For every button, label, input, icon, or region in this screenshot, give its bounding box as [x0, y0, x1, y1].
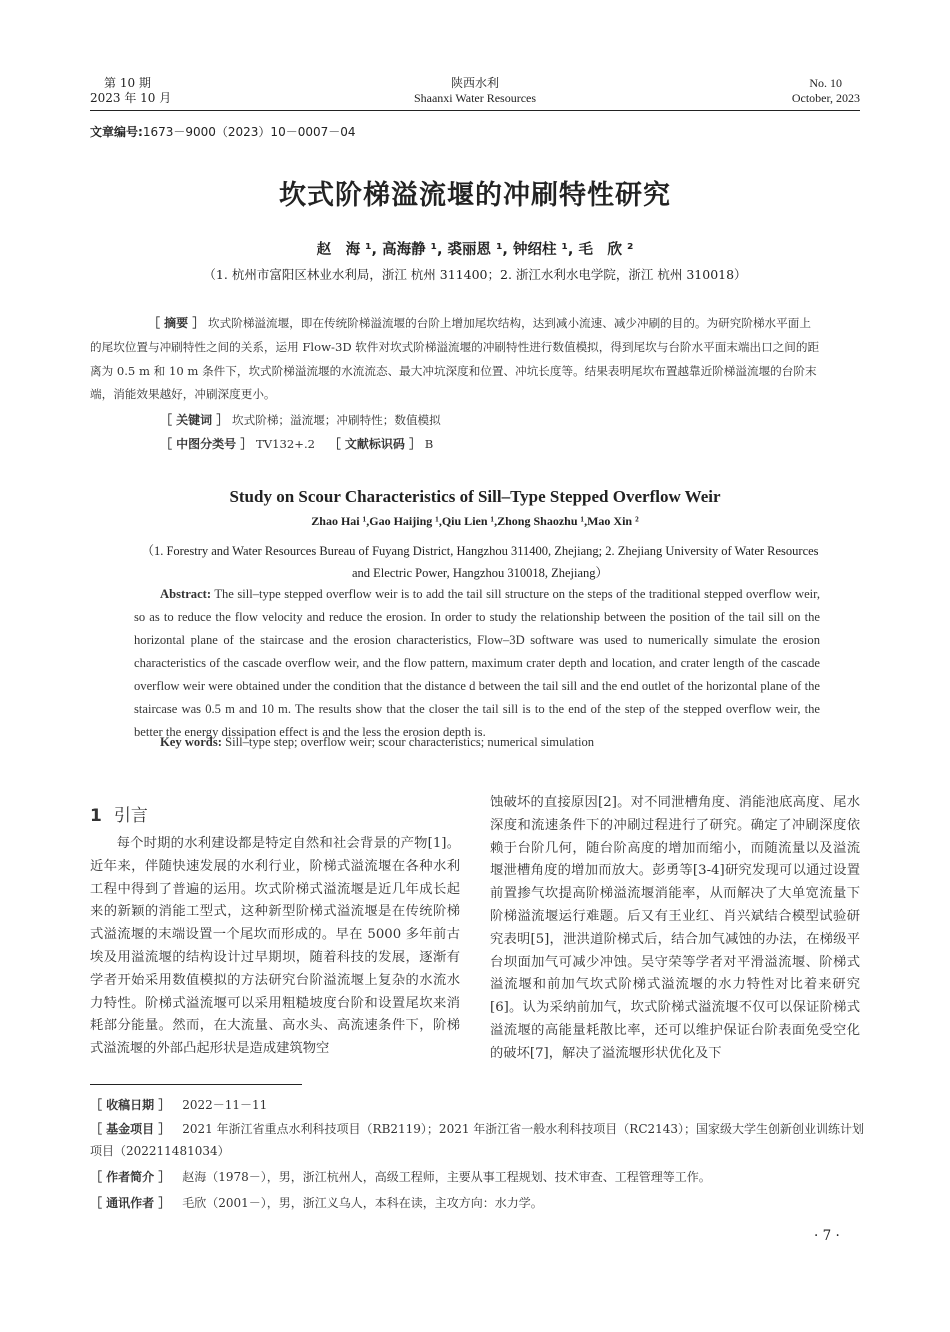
- affiliation: （1. 杭州市富阳区林业水利局，浙江 杭州 311400；2. 浙江水利水电学院，浙江 杭州 310018）: [203, 267, 747, 282]
- footnote-author-bio: [90, 1166, 870, 1188]
- author-bio-value: 赵海（1978－），男，浙江杭州人，高级工程师，主要从事工程规划、技术审查、工程管理等工作。: [182, 1170, 711, 1184]
- keywords-cn-text: 坎式阶梯；溢流堰；冲刷特性；数值模拟: [232, 413, 441, 427]
- article-number-value: 1673－9000（2023）10－0007－04: [142, 125, 356, 139]
- author-bio-label: ［ 作者简介 ］: [90, 1170, 171, 1184]
- header-issue-cn: 第 10 期: [104, 76, 151, 90]
- received-value: 2022－11－11: [182, 1098, 268, 1112]
- body-paragraph-right: 蚀破坏的直接原因[2]。对不同泄槽角度、消能池底高度、尾水深度和流速条件下的冲刷过程进行了研究。确定了冲刷深度依赖于台阶几何，随台阶高度的增加而缩小，而随流量以及溢流堰泄槽角度的增加而放大。彭勇等[3-4]研究发现可以通过设置前置掺气坎提高阶梯溢流堰消能率，从而解决了大单宽流量下阶梯溢流堰运行难题。后又有王业红、肖兴斌结合模型试验研究表明[5]，泄洪道阶梯式后，结合加气减蚀的办法，在梯级平台坝面加气可减少冲蚀。吴守荣等学者对平滑溢流堰、阶梯式溢流堰和前加气坎式阶梯式溢流堰的水力特性对比着来研究[6]。认为采纳前加气，坎式阶梯式溢流堰不仅可以保证阶梯式溢流堰的高能量耗散比率，还可以维护保证台阶表面免受空化的破坏[7]，解决了溢流堰形状优化及下: [490, 795, 860, 1061]
- footnote-divider: [90, 1084, 302, 1085]
- english-abstract-label: Abstract:: [160, 587, 212, 601]
- body-column-left: [90, 795, 460, 1061]
- english-title: Study on Scour Characteristics of Sill–Type Stepped Overflow Weir: [229, 487, 721, 506]
- english-authors: Zhao Hai ¹,Gao Haijing ¹,Qiu Lien ¹,Zhong Shaozhu ¹,Mao Xin ²: [311, 514, 639, 528]
- running-header: [90, 76, 860, 110]
- corresponding-label: ［ 通讯作者 ］: [90, 1196, 171, 1210]
- classification-line: [160, 433, 820, 457]
- header-center: [90, 76, 860, 106]
- author-list: 赵 海 ¹, 高海静 ¹, 裘丽恩 ¹, 钟绍柱 ¹, 毛 欣 ²: [316, 242, 634, 258]
- header-date-cn: 2023 年 10 月: [90, 91, 172, 105]
- fund-label: ［ 基金项目 ］: [90, 1122, 171, 1136]
- header-date-en: October, 2023: [791, 91, 860, 105]
- english-keywords-label: Key words:: [160, 735, 222, 749]
- footnote-corresponding: [90, 1192, 870, 1214]
- page-number: · 7 ·: [814, 1228, 840, 1244]
- header-journal-cn: 陕西水利: [450, 76, 499, 90]
- body-column-right: [490, 792, 860, 1066]
- section-title: 引言: [113, 806, 148, 826]
- fund-value: 2021 年浙江省重点水利科技项目（RB2119）；2021 年浙江省一般水利科技项目（RC2143）；国家级大学生创新创业训练计划项目（202211481034）: [90, 1122, 865, 1158]
- header-divider: [90, 110, 860, 111]
- abstract-cn-text: 坎式阶梯溢流堰，即在传统阶梯溢流堰的台阶上增加尾坎结构，达到减小流速、减少冲刷的目的。为研究阶梯水平面上的尾坎位置与冲刷特性之间的关系，运用 Flow-3D 软件对坎式阶梯溢流堰的冲刷特性进行数值模拟，得到尾坎与台阶水平面末端出口之间的距离为 0.5 m 和 10 m 条件下，坎式阶梯溢流堰的水流流态、最大冲坑深度和位置、冲坑长度等。结果表明尾坎布置越靠近阶梯溢流堰的台阶末端，消能效果越好，冲刷深度更小。: [90, 316, 820, 402]
- doc-code-label: ［ 文献标识码 ］: [328, 437, 422, 451]
- section-number: 1: [90, 806, 102, 826]
- footnote-fund: [90, 1118, 870, 1162]
- keywords-cn: [160, 409, 820, 433]
- english-affiliation: （1. Forestry and Water Resources Bureau of Fuyang District, Hangzhou 311400, Zhejiang; 2. Zhejiang University of Water Resources and Electric Power, Hangzhou 310018, Zhejiang）: [141, 544, 819, 580]
- header-right: [792, 76, 860, 106]
- doc-code-value: B: [424, 437, 434, 451]
- article-number: [90, 123, 356, 140]
- english-keywords-text: Sill–type step; overflow weir; scour characteristics; numerical simulation: [225, 735, 595, 749]
- paper-title: 坎式阶梯溢流堰的冲刷特性研究: [279, 180, 671, 211]
- body-paragraph-left: 每个时期的水利建设都是特定自然和社会背景的产物[1]。近年来，伴随快速发展的水利行业，阶梯式溢流堰在各种水利工程中得到了普遍的运用。坎式阶梯式溢流堰是近几年成长起来的新颖的消能工型式，这种新型阶梯式溢流堰是在传统阶梯式溢流堰的末端设置一个尾坎而形成的。早在 5000 多年前古埃及用溢流堰的结构设计过早期坝，随着科技的发展，逐渐有学者开始采用数值模拟的方法研究台阶溢流堰上复杂的水流水力特性。阶梯式溢流堰可以采用粗糙坡度台阶和设置尾坎来消耗部分能量。然而，在大流量、高水头、高流速条件下，阶梯式溢流堰的外部凸起形状是造成建筑物空: [90, 836, 460, 1057]
- header-journal-en: Shaanxi Water Resources: [413, 91, 537, 105]
- clc-label: ［ 中图分类号 ］: [160, 437, 253, 451]
- keywords-cn-label: ［ 关键词 ］: [160, 413, 229, 427]
- footnote-received: [90, 1094, 870, 1116]
- section-heading: [90, 803, 460, 829]
- abstract-cn-label: ［ 摘要 ］: [148, 316, 205, 330]
- english-abstract-text: The sill–type stepped overflow weir is to add the tail sill structure on the steps of the traditional stepped overflow weir, so as to reduce the flow velocity and reduce the erosion. In order to study the relationship between the position of the tail sill on the horizontal plane of the staircase and the erosion characteristics, Flow–3D software was used to numerically simulate the erosion characteristics of the cascade overflow weir, and the flow pattern, maximum crater depth and location, and crater length of the cascade overflow weir were obtained under the condition that the distance d between the tail sill and the end outlet of the horizontal plane of the staircase was 0.5 m and 10 m. The results show that the closer the tail sill is to the end of the step of the stepped overflow weir, the better the energy dissipation effect is and the less the erosion depth is.: [134, 587, 820, 739]
- english-abstract: [134, 583, 820, 744]
- received-label: ［ 收稿日期 ］: [90, 1098, 171, 1112]
- corresponding-value: 毛欣（2001－），男，浙江义乌人，本科在读，主攻方向：水力学。: [182, 1196, 543, 1210]
- header-issue-en: No. 10: [809, 76, 842, 90]
- clc-value: TV132+.2: [256, 437, 316, 451]
- abstract-cn: [90, 312, 820, 407]
- article-number-label: 文章编号:: [90, 125, 143, 139]
- english-keywords: [160, 735, 594, 750]
